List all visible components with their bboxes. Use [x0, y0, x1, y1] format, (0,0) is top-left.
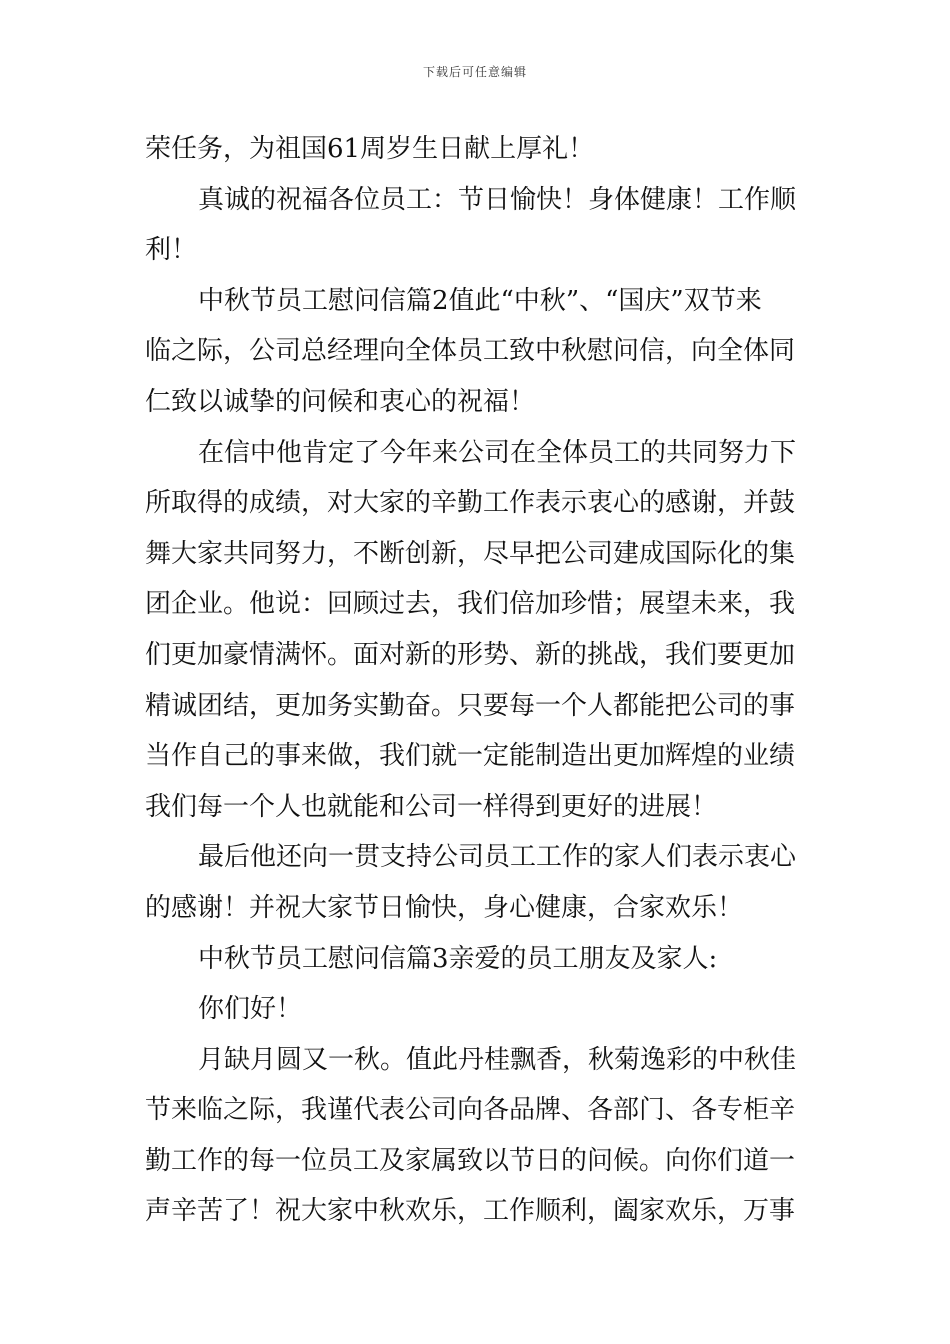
text-line: 舞大家共同努力，不断创新，尽早把公司建成国际化的集 [145, 538, 796, 569]
page-header-note: 下载后可任意编辑 [422, 65, 527, 79]
text-line: 仁致以诚挚的问候和衷心的祝福！ [145, 386, 536, 417]
text-line: 节来临之际，我谨代表公司向各品牌、各部门、各专柜辛 [145, 1095, 796, 1126]
text-line: 声辛苦了！祝大家中秋欢乐，工作顺利，阖家欢乐，万事 [145, 1196, 796, 1227]
text-line: 月缺月圆又一秋。值此丹桂飘香，秋菊逸彩的中秋佳 [198, 1044, 797, 1075]
text-line: 在信中他肯定了今年来公司在全体员工的共同努力下 [198, 437, 797, 468]
text-line: 临之际，公司总经理向全体员工致中秋慰问信，向全体同 [145, 336, 796, 367]
text-line: 你们好！ [198, 994, 303, 1025]
text-line: 精诚团结，更加务实勤奋。只要每一个人都能把公司的事 [145, 690, 796, 721]
text-line: 利！ [145, 235, 198, 266]
text-line: 当作自己的事来做，我们就一定能制造出更加辉煌的业绩 [145, 741, 796, 772]
text-line: 荣任务，为祖国61周岁生日献上厚礼！ [145, 134, 595, 164]
text-line: 中秋节员工慰问信篇2值此“中秋”、“国庆”双节来 [198, 285, 762, 316]
text-line: 勤工作的每一位员工及家属致以节日的问候。向你们道一 [145, 1145, 796, 1176]
text-line: 的感谢！并祝大家节日愉快，身心健康，合家欢乐！ [145, 892, 744, 923]
text-line: 我们每一个人也就能和公司一样得到更好的进展！ [145, 791, 718, 822]
text-line: 所取得的成绩，对大家的辛勤工作表示衷心的感谢，并鼓 [145, 488, 796, 519]
text-line: 团企业。他说：回顾过去，我们倍加珍惜；展望未来，我 [145, 589, 796, 620]
document-body [145, 124, 810, 1237]
text-line: 中秋节员工慰问信篇3亲爱的员工朋友及家人: [198, 943, 718, 974]
text-line: 最后他还向一贯支持公司员工工作的家人们表示衷心 [198, 842, 797, 873]
text-line: 们更加豪情满怀。面对新的形势、新的挑战，我们要更加 [145, 639, 796, 670]
text-line: 真诚的祝福各位员工：节日愉快！身体健康！工作顺 [198, 184, 797, 215]
